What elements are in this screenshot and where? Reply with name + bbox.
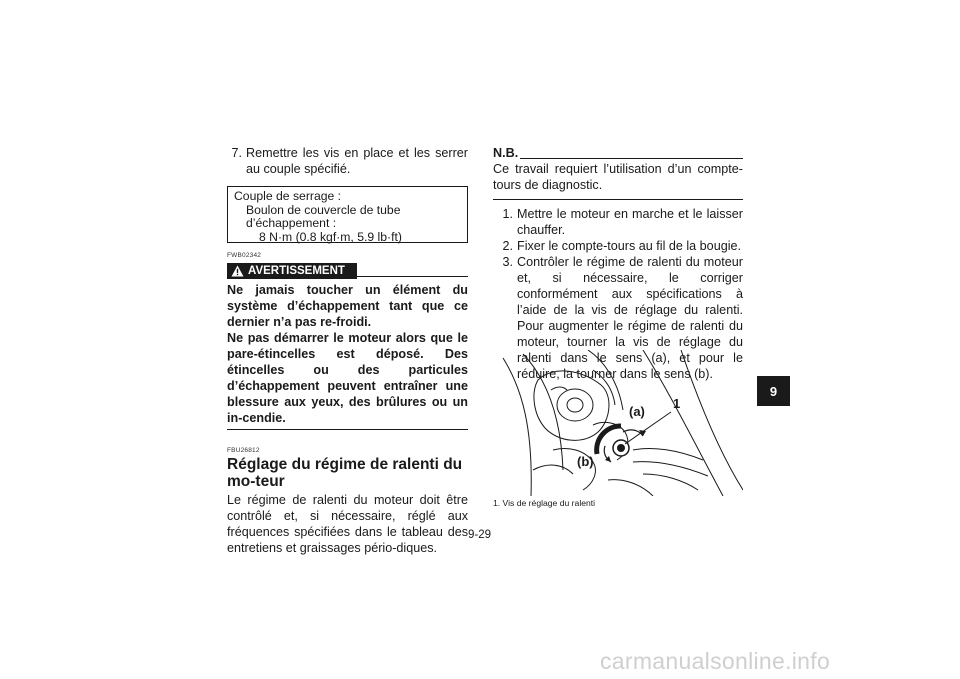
engine-illustration bbox=[493, 350, 743, 496]
nb-rule bbox=[520, 158, 743, 159]
nb-label: N.B. bbox=[493, 146, 519, 160]
spec-line-1: Couple de serrage : bbox=[234, 189, 342, 203]
nb-header bbox=[493, 145, 743, 161]
idle-screw-figure bbox=[493, 350, 743, 496]
section-code: FBU26812 bbox=[227, 447, 260, 454]
warning-label-box bbox=[227, 263, 357, 279]
nb-text: Ce travail requiert l’utilisation d’un compte-tours de diagnostic. bbox=[493, 162, 743, 192]
warning-header bbox=[227, 261, 468, 280]
step-1 bbox=[498, 206, 743, 238]
torque-spec-box bbox=[227, 186, 468, 243]
step-text: Contrôler le régime de ralenti du moteur et, si nécessaire, le corriger conformément aux spécifications à l’aide de la vis de réglage du ralenti. Pour augmenter le régime de ralenti du moteur, tourner la vis de réglage du ralenti dans le sens (a), et pour le réduire, la tourner dans le sens (b). bbox=[517, 255, 743, 381]
warning-rule bbox=[357, 264, 468, 277]
warning-end-rule bbox=[227, 429, 468, 430]
step-number: 1. bbox=[502, 207, 513, 221]
spec-line-3: d’échappement : bbox=[246, 216, 337, 230]
section-body: Le régime de ralenti du moteur doit être contrôlé et, si nécessaire, réglé aux fréquences spécifiées dans le tableau des entretiens et graissages pério-diques. bbox=[227, 493, 468, 555]
step-number: 3. bbox=[502, 255, 513, 269]
step-7 bbox=[227, 145, 468, 177]
nb-end-rule bbox=[493, 199, 743, 200]
chapter-tab: 9 bbox=[757, 376, 790, 406]
warning-paragraph-1: Ne jamais toucher un élément du système d’échappement tant que ce dernier n’a pas re-froidi. bbox=[227, 283, 468, 329]
spec-line-2: Boulon de couvercle de tube bbox=[246, 202, 401, 217]
warning-label: AVERTISSEMENT bbox=[248, 264, 345, 277]
left-column bbox=[227, 145, 468, 556]
label-1: 1 bbox=[673, 396, 681, 411]
label-b: (b) bbox=[577, 454, 594, 469]
step-2 bbox=[498, 238, 743, 254]
step-text: Mettre le moteur en marche et le laisser chauffer. bbox=[517, 207, 743, 237]
figure-caption: 1. Vis de réglage du ralenti bbox=[493, 498, 596, 508]
watermark: carmanualsonline.info bbox=[600, 648, 831, 674]
section-title: Réglage du régime de ralenti du mo-teur bbox=[227, 456, 463, 490]
right-column bbox=[493, 145, 743, 382]
step-number: 2. bbox=[502, 239, 513, 253]
warning-triangle-icon bbox=[231, 265, 244, 277]
step-text: Remettre les vis en place et les serrer au couple spécifié. bbox=[246, 146, 468, 176]
step-number: 7. bbox=[231, 146, 242, 160]
warning-paragraph-2: Ne pas démarrer le moteur alors que le pare-étincelles est déposé. Des étincelles ou des particules d’échappement peuvent entraîner une blessure aux yeux, des brûlures ou un in-cendie. bbox=[227, 331, 468, 425]
spec-line-4: 8 N·m (0.8 kgf·m, 5.9 lb·ft) bbox=[259, 229, 402, 244]
warning-code: FWB02342 bbox=[227, 252, 262, 259]
label-a: (a) bbox=[629, 404, 645, 419]
page-number: 9-29 bbox=[468, 529, 492, 541]
step-text: Fixer le compte-tours au fil de la bougie. bbox=[517, 239, 742, 253]
